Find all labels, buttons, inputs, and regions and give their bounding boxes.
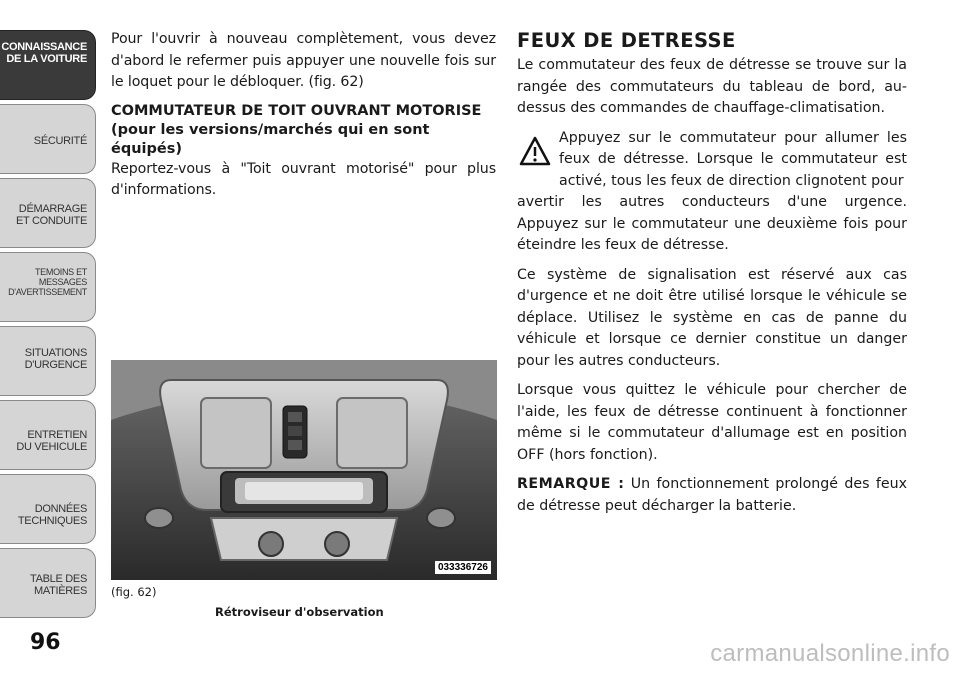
tab-table-matieres[interactable] (0, 548, 96, 618)
tab-label-line: D'URGENCE (24, 359, 87, 371)
ignition-paragraph: Lorsque vous quittez le véhicule pour chercher de l'aide, les feux de détresse continuent à fonctionner même si le commutateur d'allumage est en position OFF (hors fonction). (517, 382, 907, 463)
usage-paragraph: Ce système de signalisation est réservé aux cas d'urgence et ne doit être utilisé lorsque le véhicule se déplace. Utilisez le système en cas de panne du véhicule et lorsque ce dernier constitue un danger pour les autres conducteurs. (517, 266, 907, 369)
intro-paragraph: Pour l'ouvrir à nouveau complètement, vous devez d'abord le refermer puis appuyer une nouvelle fois sur le loquet pour le débloquer. (fig. 62) (111, 31, 496, 90)
tab-label-line: D'AVERTISSEMENT (8, 287, 87, 297)
page-number: 96 (30, 630, 61, 655)
tab-label-line: DONNÉES (34, 503, 87, 515)
body-paragraph: Reportez-vous à "Toit ouvrant motorisé" pour plus d'informations. (111, 160, 496, 198)
tab-label-line: DU VEHICULE (16, 441, 87, 453)
tab-demarrage-conduite[interactable] (0, 178, 96, 248)
note-text: Un fonctionnement prolongé des feux de détresse peut décharger la batterie. (517, 476, 907, 514)
tab-label-line: CONNAISSANCE (1, 41, 87, 53)
tab-temoins-messages[interactable] (0, 252, 96, 322)
warning-triangle-icon (519, 136, 551, 166)
note-label: REMARQUE : (517, 476, 625, 492)
warning-text-continued: avertir les autres conducteurs d'une urgence. Appuyez sur le commutateur une deuxième fois pour éteindre les feux de détresse. (517, 194, 907, 253)
tab-label-line: ET CONDUITE (15, 215, 87, 227)
tab-situations-urgence[interactable] (0, 326, 96, 396)
tab-securite[interactable] (0, 104, 96, 174)
tab-label-line: SÉCURITÉ (33, 135, 87, 147)
figure-overhead-console (111, 360, 497, 580)
tab-label-line: TECHNIQUES (17, 515, 87, 527)
tab-label-line: DÉMARRAGE (18, 203, 87, 215)
section-heading-feux-detresse: FEUX DE DETRESSE (517, 29, 736, 52)
tab-label-line: DE LA VOITURE (6, 53, 87, 65)
tab-entretien-vehicule[interactable] (0, 400, 96, 470)
left-column (111, 29, 496, 210)
tab-label-line: ENTRETIEN (27, 429, 87, 441)
figure-reference: (fig. 62) (111, 585, 157, 599)
tab-donnees-techniques[interactable] (0, 474, 96, 544)
figure-code: 033336726 (435, 561, 491, 574)
warning-text: Appuyez sur le commutateur pour allumer les feux de détresse. Lorsque le commutateur est activé, tous les feux de direction clignotent pour (559, 129, 907, 189)
warning-block (517, 128, 907, 257)
tab-label-line: TEMOINS ET (34, 267, 87, 277)
watermark: carmanualsonline.info (710, 640, 950, 667)
tab-connaissance-voiture[interactable] (0, 30, 96, 100)
figure-caption: Rétroviseur d'observation (215, 605, 384, 619)
tab-label-line: MESSAGES (38, 277, 87, 287)
tab-label-line: TABLE DES (29, 573, 87, 585)
tab-label-line: MATIÈRES (33, 585, 87, 597)
right-column (517, 29, 907, 525)
overhead-console-illustration (111, 360, 497, 580)
location-paragraph: Le commutateur des feux de détresse se trouve sur la rangée des commutateurs du tableau de bord, au-dessus des commandes de chauffage-climatisation. (517, 57, 907, 116)
note-paragraph (517, 474, 907, 517)
section-heading-toit-ouvrant: COMMUTATEUR DE TOIT OUVRANT MOTORISE (pour les versions/marchés qui en sont équipés) (111, 102, 482, 157)
tab-label-line: SITUATIONS (24, 347, 87, 359)
